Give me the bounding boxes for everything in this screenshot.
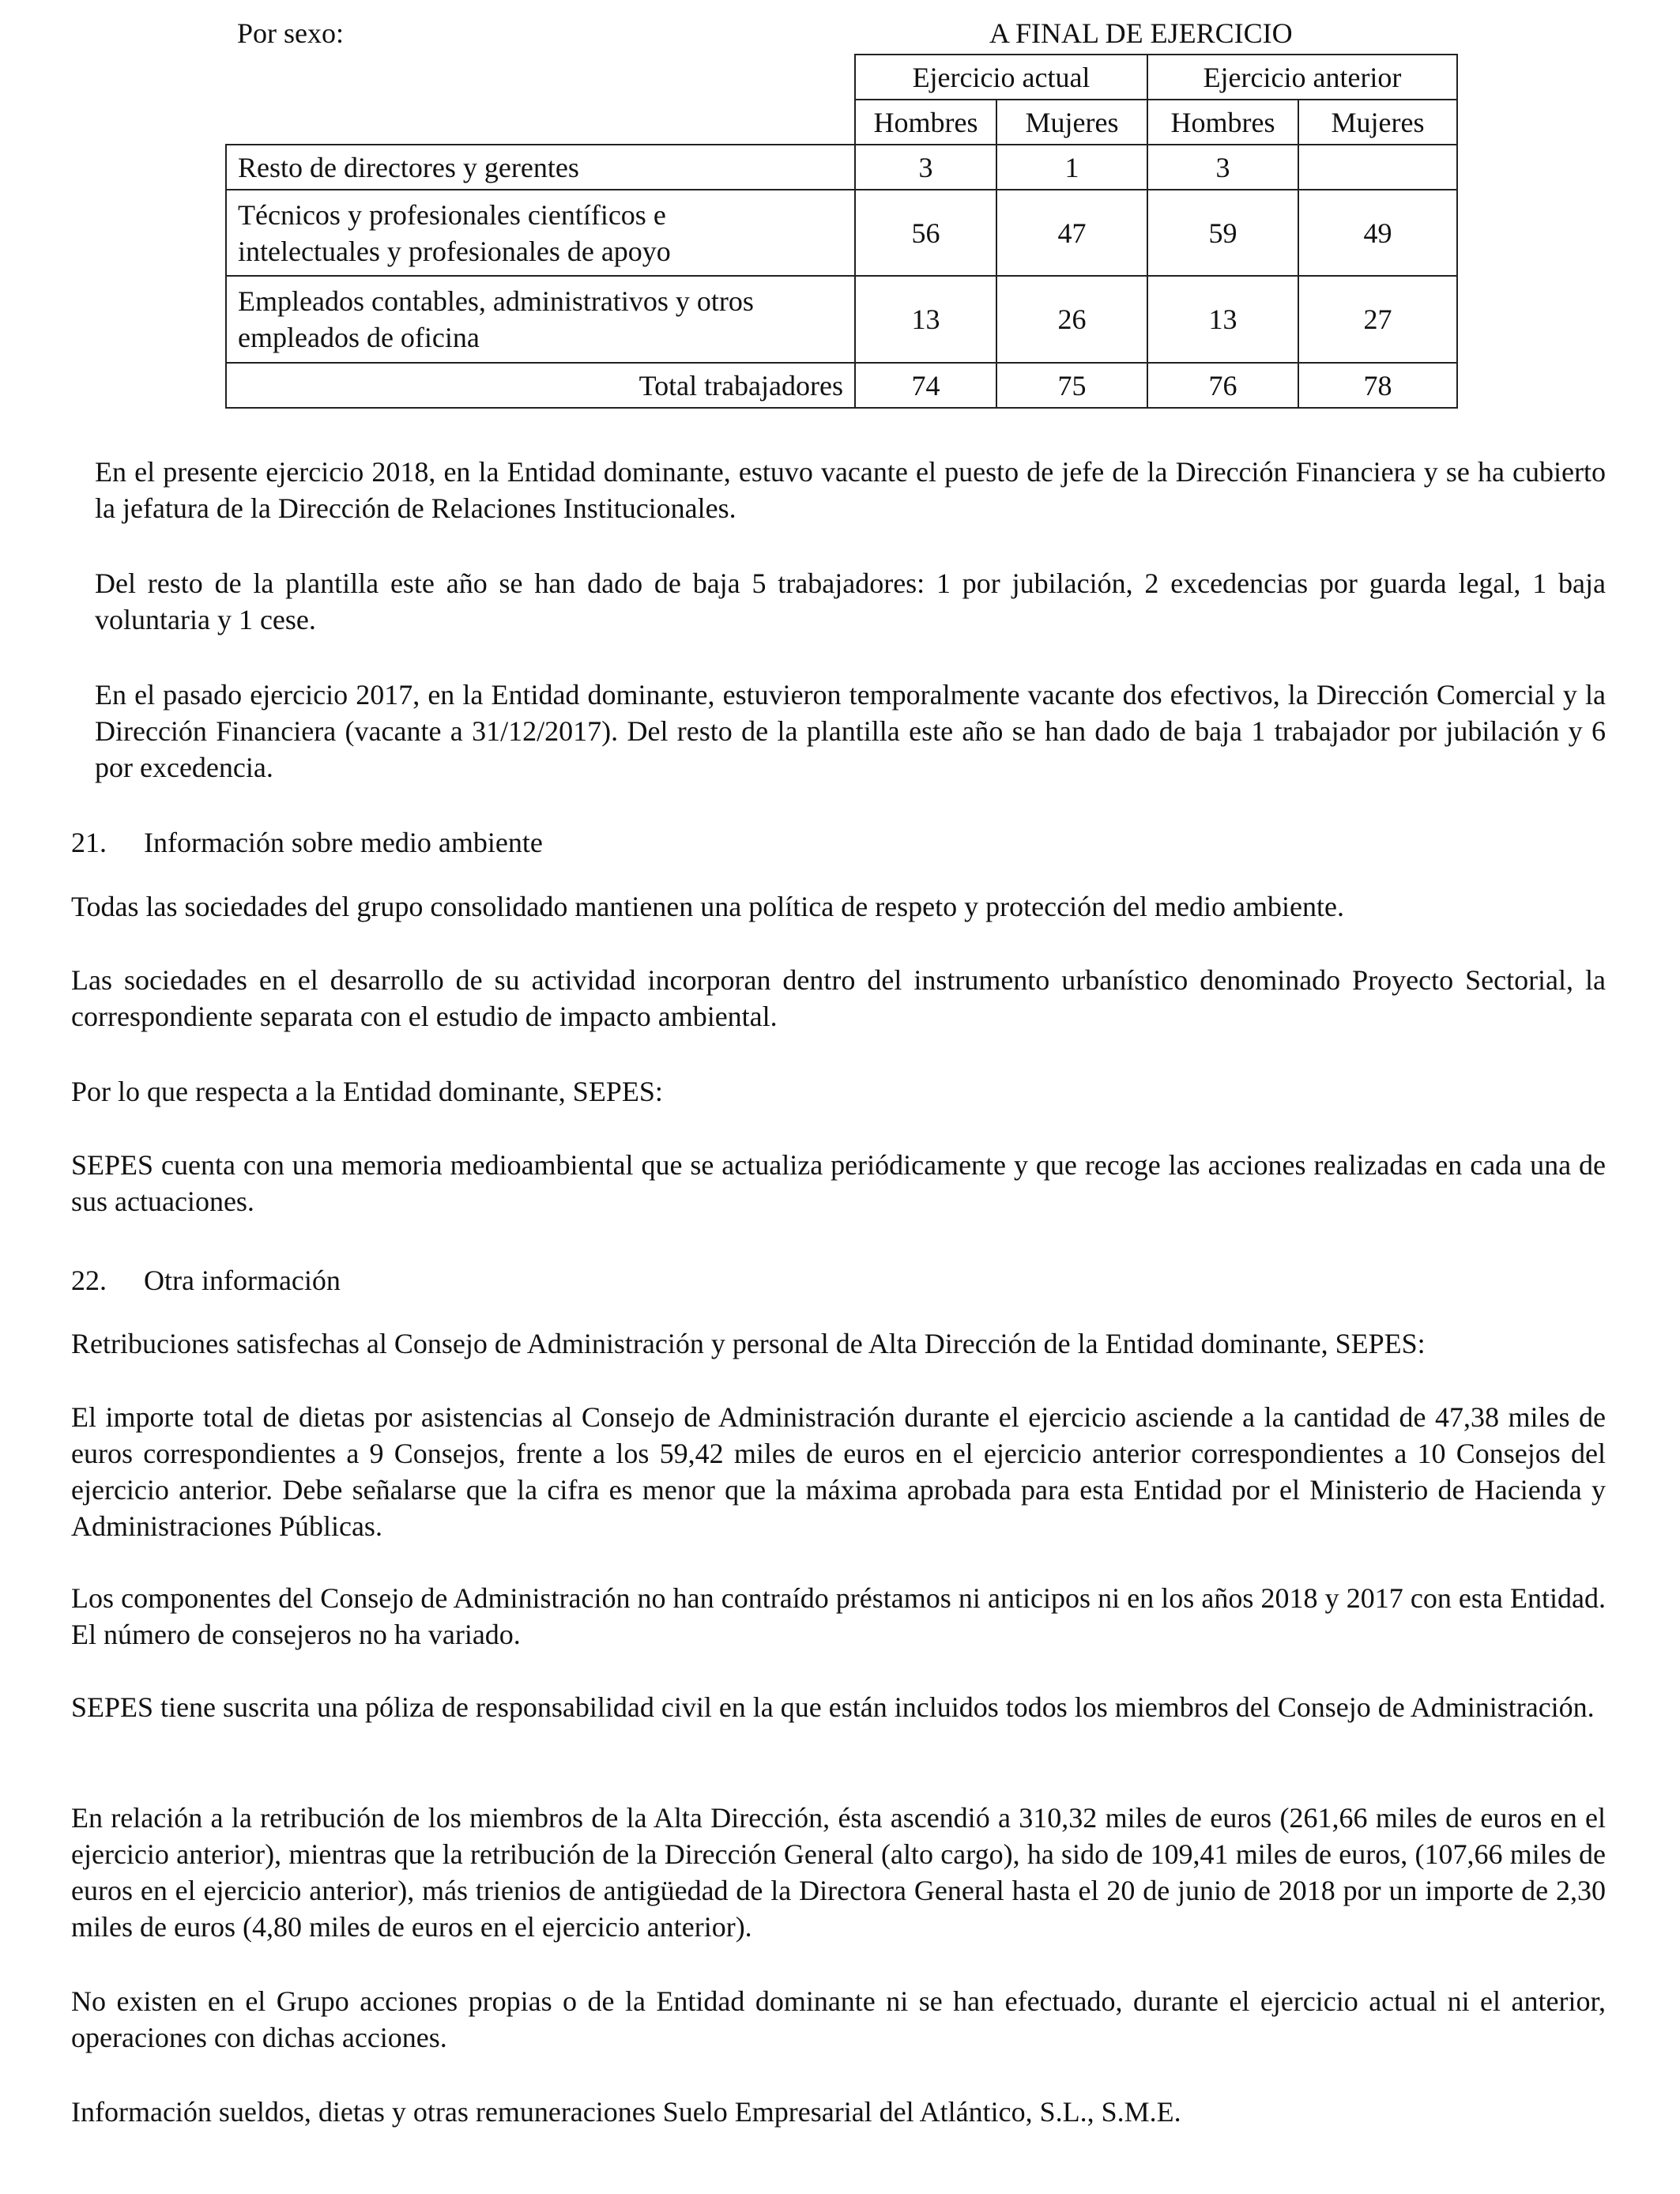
row-label-line: intelectuales y profesionales de apoyo: [238, 235, 671, 267]
total-value: 76: [1147, 363, 1298, 408]
staff-by-sex-table: [225, 54, 1458, 409]
section-title: Otra información: [144, 1265, 341, 1296]
table-row: [226, 190, 1457, 276]
subheader-men-previous: Hombres: [1147, 100, 1298, 145]
section-heading-22: [71, 1262, 341, 1299]
paragraph-alta-direccion: En relación a la retribución de los miembros de la Alta Dirección, ésta ascendió a 310,32 miles de euros (261,66 miles de euros en el ejercicio anterior), mientras que la retribución de la Dirección General (alto cargo), ha sido de 109,41 miles de euros, (107,66 miles de euros en el ejercicio anterior), más trienios de antigüedad de la Directora General hasta el 20 de junio de 2018 por un importe de 2,30 miles de euros (4,80 miles de euros en el ejercicio anterior).: [71, 1802, 1606, 1943]
cell-value: [1298, 145, 1457, 190]
table-caption-year-end: A FINAL DE EJERCICIO: [989, 17, 1293, 49]
cell-value: 1: [996, 145, 1147, 190]
paragraph-departures-2018: Del resto de la plantilla este año se han dado de baja 5 trabajadores: 1 por jubilación, 2 excedencias por guarda legal, 1 baja voluntaria y 1 cese.: [95, 567, 1606, 635]
cell-value: 26: [996, 276, 1147, 363]
total-value: 75: [996, 363, 1147, 408]
total-value: 78: [1298, 363, 1457, 408]
section-number: 21.: [71, 827, 107, 858]
cell-value: 13: [1147, 276, 1298, 363]
header-current-year: Ejercicio actual: [855, 55, 1147, 100]
table-subheader-row: [226, 100, 1457, 145]
cell-value: 49: [1298, 190, 1457, 276]
header-previous-year: Ejercicio anterior: [1147, 55, 1457, 100]
table-row: [226, 276, 1457, 363]
paragraph-retribuciones-intro: Retribuciones satisfechas al Consejo de Administración y personal de Alta Dirección de la Entidad dominante, SEPES:: [71, 1328, 1426, 1359]
subheader-men-current: Hombres: [855, 100, 996, 145]
paragraph-acciones-propias: No existen en el Grupo acciones propias o de la Entidad dominante ni se han efectuado, durante el ejercicio actual ni el anterior, operaciones con dichas acciones.: [71, 1985, 1606, 2053]
cell-value: 3: [855, 145, 996, 190]
row-label: [226, 276, 855, 363]
header-empty-cell: [226, 55, 855, 100]
table-caption-by-sex: Por sexo:: [237, 17, 344, 49]
table-row: [226, 145, 1457, 190]
cell-value: 47: [996, 190, 1147, 276]
paragraph-sepes-memoria: SEPES cuenta con una memoria medioambiental que se actualiza periódicamente y que recoge las acciones realizadas en cada una de sus actuaciones.: [71, 1149, 1606, 1217]
paragraph-vacancies-2017: En el pasado ejercicio 2017, en la Entidad dominante, estuvieron temporalmente vacante dos efectivos, la Dirección Comercial y la Dirección Financiera (vacante a 31/12/2017). Del resto de la plantilla este año se han dado de baja 1 trabajador por jubilación y 6 por excedencia.: [95, 679, 1606, 783]
total-value: 74: [855, 363, 996, 408]
cell-value: 3: [1147, 145, 1298, 190]
paragraph-prestamos: Los componentes del Consejo de Administración no han contraído préstamos ni anticipos ni en los años 2018 y 2017 con esta Entidad. El número de consejeros no ha variado.: [71, 1582, 1606, 1650]
paragraph-poliza: SEPES tiene suscrita una póliza de responsabilidad civil en la que están incluidos todos los miembros del Consejo de Administración.: [71, 1691, 1595, 1723]
row-label: [226, 190, 855, 276]
row-label-line: Técnicos y profesionales científicos e: [238, 198, 666, 231]
row-label-line: Empleados contables, administrativos y otros: [238, 285, 754, 317]
subheader-women-previous: Mujeres: [1298, 100, 1457, 145]
table-header-row: [226, 55, 1457, 100]
section-title: Información sobre medio ambiente: [144, 827, 543, 858]
table-total-row: [226, 363, 1457, 408]
section-heading-21: [71, 824, 543, 861]
cell-value: 56: [855, 190, 996, 276]
cell-value: 59: [1147, 190, 1298, 276]
row-label: Resto de directores y gerentes: [226, 145, 855, 190]
total-label: Total trabajadores: [226, 363, 855, 408]
paragraph-sepes-intro: Por lo que respecta a la Entidad dominante, SEPES:: [71, 1076, 663, 1107]
paragraph-vacancies-2018: En el presente ejercicio 2018, en la Entidad dominante, estuvo vacante el puesto de jefe de la Dirección Financiera y se ha cubierto la jefatura de la Dirección de Relaciones Institucionales.: [95, 456, 1606, 524]
row-label-line: empleados de oficina: [238, 322, 480, 353]
cell-value: 13: [855, 276, 996, 363]
cell-value: 27: [1298, 276, 1457, 363]
section-number: 22.: [71, 1265, 107, 1296]
paragraph-dietas-consejo: El importe total de dietas por asistencias al Consejo de Administración durante el ejercicio asciende a la cantidad de 47,38 miles de euros correspondientes a 9 Consejos, frente a los 59,42 miles de euros en el ejercicio anterior correspondientes a 10 Consejos del ejercicio anterior. Debe señalarse que la cifra es menor que la máxima aprobada para esta Entidad por el Ministerio de Hacienda y Administraciones Públicas.: [71, 1401, 1606, 1542]
subheader-women-current: Mujeres: [996, 100, 1147, 145]
paragraph-environmental-impact: Las sociedades en el desarrollo de su actividad incorporan dentro del instrumento urbanístico denominado Proyecto Sectorial, la correspondiente separata con el estudio de impacto ambiental.: [71, 964, 1606, 1032]
paragraph-environment-policy: Todas las sociedades del grupo consolidado mantienen una política de respeto y protección del medio ambiente.: [71, 891, 1344, 922]
paragraph-sueldos-dietas: Información sueldos, dietas y otras remuneraciones Suelo Empresarial del Atlántico, S.L., S.M.E.: [71, 2096, 1181, 2128]
subheader-empty-cell: [226, 100, 855, 145]
